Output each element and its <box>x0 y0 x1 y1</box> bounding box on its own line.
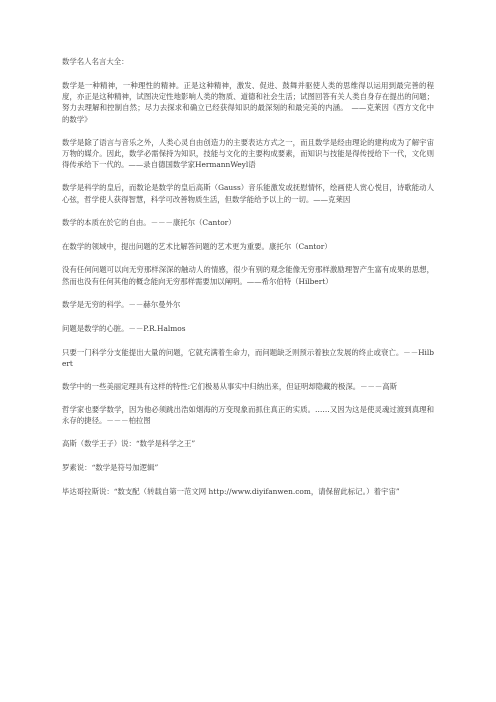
quote-paragraph: 数学中的一些美丽定理具有这样的特性:它们极易从事实中归纳出来，但证明却隐藏的极深。－－－高斯 <box>62 381 398 391</box>
document-page <box>62 56 434 509</box>
quote-paragraph: 高斯（数学王子）说：“数学是科学之王” <box>62 439 196 449</box>
quote-paragraph: 数学是除了语言与音乐之外，人类心灵自由创造力的主要表达方式之一，而且数学是经由理论的建构成为了解宇宙万物的媒介。因此，数学必需保持为知识，技能与文化的主要构成要素，而知识与技能是得传授给下一代，文化则得传承给下一代的。——录自德国数学家HermannWeyl语 <box>62 137 434 170</box>
quote-paragraph: 在数学的领域中，提出问题的艺术比解答问题的艺术更为重要。康托尔（Cantor） <box>62 241 332 251</box>
quote-paragraph: 数学是一种精神，一种理性的精神。正是这种精神，激发、促进、鼓舞并驱使人类的思维得以运用到最完善的程度，亦正是这种精神，试图决定性地影响人类的物质、道德和社会生活；试图回答有关人类自身存在提出的问题；努力去理解和控制自然；尽力去探求和确立已经获得知识的最深刻的和最完美的内涵。 ——克莱因《西方文化中的数学》 <box>62 80 434 124</box>
quote-paragraph: 罗素说：“数学是符号加逻辑” <box>62 463 159 473</box>
quote-paragraph: 毕达哥拉斯说：“数支配（转载自第一范文网 http://www.diyifanwen.com，请保留此标记。）着宇宙” <box>62 486 400 496</box>
quote-paragraph: 数学是科学的皇后，而数论是数学的皇后高斯（Gauss）音乐能激发或抚慰情怀，绘画使人赏心悦目，诗歌能动人心弦，哲学使人获得智慧，科学可改善物质生活，但数学能给予以上的一切。——克莱因 <box>62 183 434 204</box>
quote-paragraph: 没有任何问题可以向无穷那样深深的触动人的情感，很少有别的观念能像无穷那样激励理智产生富有成果的思想，然而也没有任何其他的概念能向无穷那样需要加以阐明。——希尔伯特（Hilbert） <box>62 265 434 286</box>
quote-paragraph: 问题是数学的心脏。－－P.R.Halmos <box>62 323 186 333</box>
quote-paragraph: 只要一门科学分支能提出大量的问题，它就充满着生命力，而问题缺乏则预示着独立发展的终止或衰亡。－－Hilbert <box>62 347 434 368</box>
quote-paragraph: 哲学家也要学数学，因为他必须跳出浩如烟海的万变现象而抓住真正的实质。……又因为这是使灵魂过渡到真理和永存的捷径。－－－柏拉图 <box>62 404 434 426</box>
quote-paragraph: 数学的本质在於它的自由。－－－康托尔（Cantor） <box>62 217 236 227</box>
quote-paragraph: 数学是无穷的科学。－－赫尔曼外尔 <box>62 299 181 309</box>
document-title: 数学名人名言大全： <box>62 57 129 66</box>
